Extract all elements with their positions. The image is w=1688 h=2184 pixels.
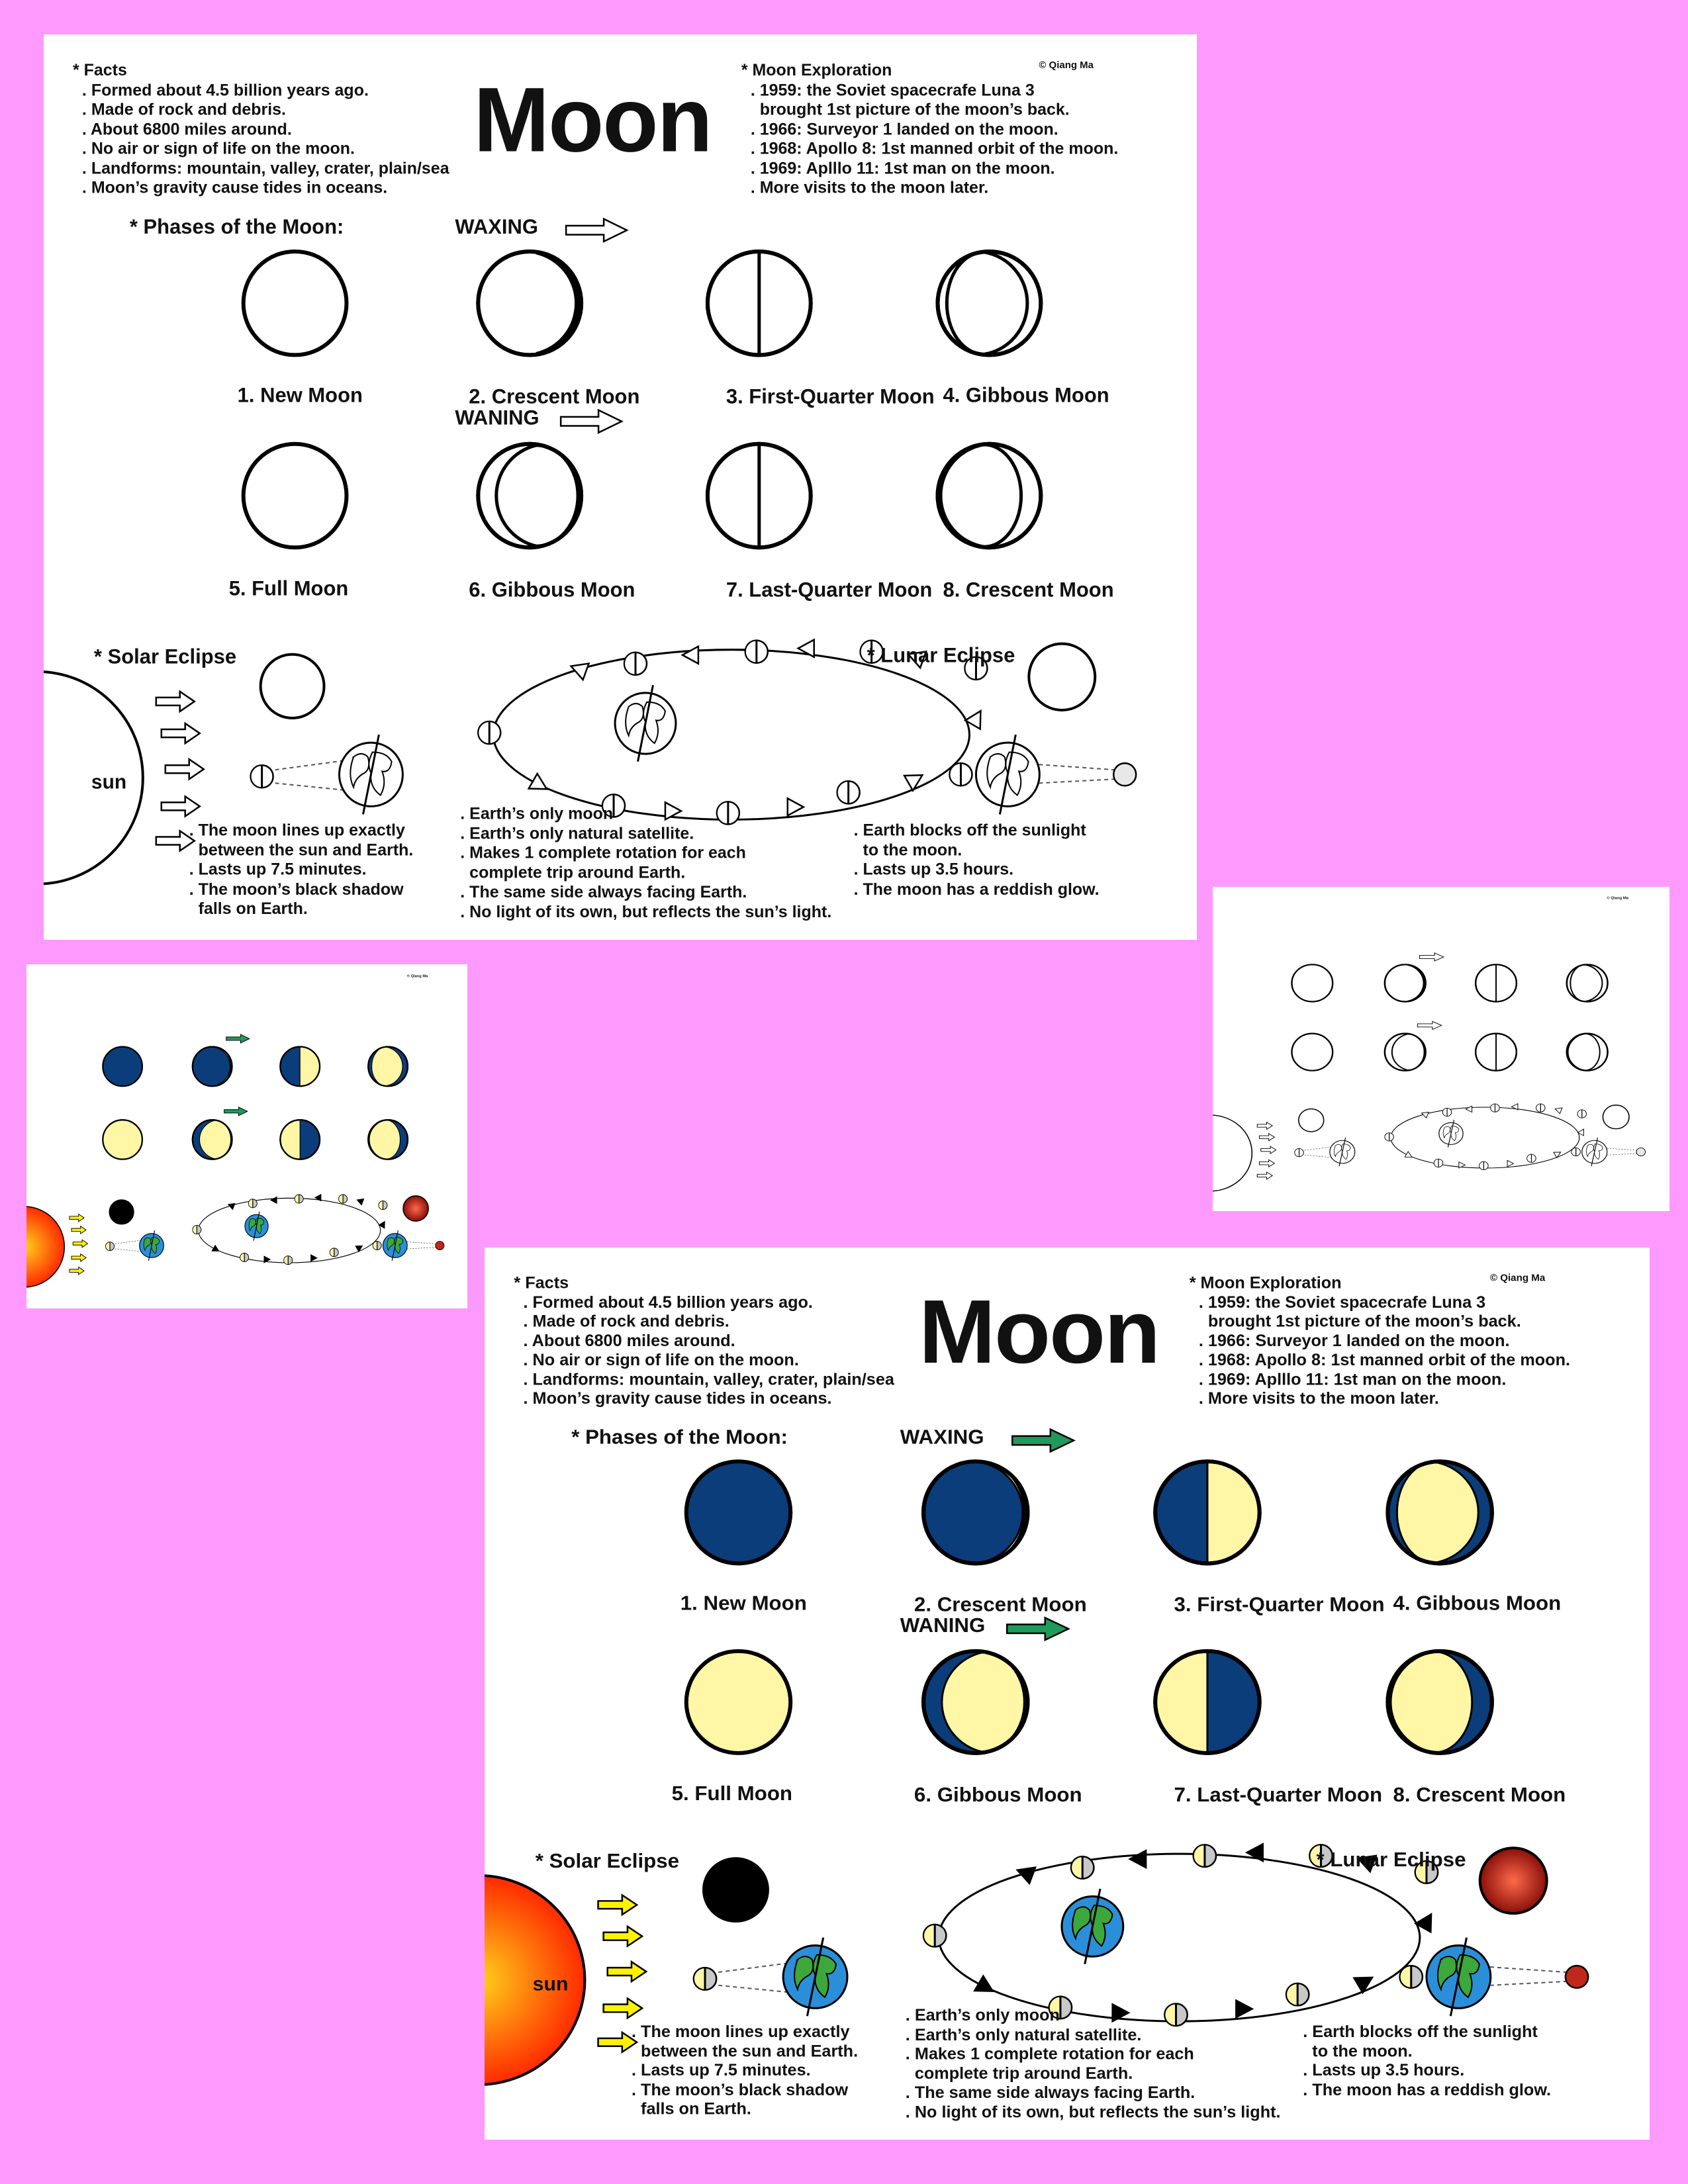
orbit-arrow-icon bbox=[974, 1976, 997, 1999]
orbit-moon-icon bbox=[1527, 1154, 1536, 1162]
orbit-moon-icon bbox=[251, 765, 273, 788]
eclipse-moon-icon bbox=[403, 1196, 428, 1221]
orbit-moon-icon bbox=[106, 1242, 115, 1251]
orbit-moon-icon bbox=[923, 1925, 946, 1947]
orbit-note: . Earth’s only moon bbox=[905, 2006, 1060, 2025]
phase-label: 5. Full Moon bbox=[671, 1782, 793, 1805]
worksheet-content bbox=[44, 34, 1197, 940]
phase-label: 7. Last-Quarter Moon bbox=[1174, 1783, 1383, 1807]
moon-phase-icon bbox=[708, 251, 811, 355]
exploration-item: . 1959: the Soviet spacecrafe Luna 3 bbox=[750, 80, 1035, 99]
orbit-note: . The same side always facing Earth. bbox=[905, 2083, 1196, 2102]
waxing-label: WAXING bbox=[455, 214, 538, 238]
exploration-item: . 1968: Apollo 8: 1st manned orbit of the moon. bbox=[1198, 1351, 1571, 1369]
orbit-notes bbox=[460, 804, 831, 922]
exploration-item: brought 1st picture of the moon’s back. bbox=[750, 100, 1070, 119]
orbit-arrow-icon bbox=[904, 768, 927, 791]
orbit-arrow-icon bbox=[1507, 1160, 1513, 1166]
eclipse-moon-icon bbox=[1636, 1148, 1645, 1156]
fact-item: . Made of rock and debris. bbox=[523, 1312, 729, 1331]
orbit-moon-icon bbox=[1400, 1966, 1423, 1988]
exploration-item: . 1966: Surveyor 1 landed on the moon. bbox=[1198, 1331, 1510, 1350]
orbit-note: . No light of its own, but reflects the sun’s light. bbox=[905, 2103, 1281, 2121]
facts-heading: * Facts bbox=[514, 1273, 569, 1293]
arrow-right-icon bbox=[156, 692, 195, 711]
worksheet-drawing bbox=[1213, 887, 1669, 1211]
orbit-moon-icon bbox=[1295, 1148, 1303, 1156]
arrow-right-icon bbox=[162, 723, 200, 743]
solar-eclipse-note: between the sun and Earth. bbox=[189, 841, 414, 860]
orbit-moon-icon bbox=[1194, 1844, 1216, 1867]
orbit-arrow-icon bbox=[227, 1201, 235, 1209]
earth-icon bbox=[1439, 1120, 1463, 1147]
solar-eclipse-note: . The moon lines up exactly bbox=[189, 821, 405, 840]
facts-heading: * Facts bbox=[72, 61, 127, 80]
exploration-heading: * Moon Exploration bbox=[741, 61, 892, 80]
orbit-arrow-icon bbox=[1554, 1150, 1562, 1158]
moon-phase-icon bbox=[1155, 1651, 1259, 1753]
facts-section bbox=[73, 61, 449, 198]
arrow-right-icon bbox=[70, 1267, 84, 1274]
solar-eclipse-note: falls on Earth. bbox=[189, 899, 308, 918]
phase-label: 7. Last-Quarter Moon bbox=[726, 578, 933, 602]
facts-section bbox=[514, 1274, 894, 1409]
phase-label: 4. Gibbous Moon bbox=[943, 383, 1109, 407]
fact-item: . Made of rock and debris. bbox=[81, 100, 287, 119]
earth-icon bbox=[1582, 1138, 1607, 1166]
lunar-eclipse-note: . The moon has a reddish glow. bbox=[853, 880, 1100, 899]
orbit-moon-icon bbox=[330, 1248, 338, 1257]
exploration-item: . 1968: Apollo 8: 1st manned orbit of the moon. bbox=[750, 139, 1119, 158]
moon-phase-icon bbox=[1291, 964, 1333, 1001]
arrow-right-icon bbox=[165, 759, 204, 779]
orbit-arrow-icon bbox=[1014, 1862, 1035, 1884]
eclipse-moon-icon bbox=[436, 1242, 444, 1250]
arrow-right-icon bbox=[1261, 1146, 1276, 1154]
lunar-eclipse-note: . Earth blocks off the sunlight bbox=[1303, 2023, 1538, 2041]
worksheet-content bbox=[485, 1248, 1650, 2140]
eclipse-moon-icon bbox=[1603, 1105, 1629, 1129]
orbit-note: . No light of its own, but reflects the sun’s light. bbox=[460, 902, 832, 921]
orbit-note: . The same side always facing Earth. bbox=[460, 882, 747, 901]
orbit-note: complete trip around Earth. bbox=[905, 2064, 1133, 2083]
solar-eclipse-note: . The moon’s black shadow bbox=[189, 880, 404, 899]
orbit-moon-icon bbox=[1442, 1108, 1451, 1116]
arrow-right-icon bbox=[608, 1962, 647, 1981]
orbit-moon-icon bbox=[248, 1199, 257, 1208]
orbit-arrow-icon bbox=[1421, 1110, 1429, 1118]
waning-label: WANING bbox=[900, 1614, 986, 1637]
orbit-arrow-icon bbox=[529, 774, 551, 797]
arrow-right-icon bbox=[71, 1226, 86, 1234]
moon-phase-icon bbox=[1387, 1651, 1491, 1753]
exploration-item: . 1966: Surveyor 1 landed on the moon. bbox=[750, 119, 1058, 138]
orbit-arrow-icon bbox=[1466, 1106, 1472, 1112]
orbit-arrow-icon bbox=[271, 1197, 277, 1203]
arrow-right-icon bbox=[598, 1895, 637, 1915]
eclipse-moon-icon bbox=[1299, 1109, 1324, 1131]
solar-eclipse-note: . The moon’s black shadow bbox=[632, 2080, 849, 2099]
arrow-right-icon bbox=[73, 1240, 87, 1247]
exploration-item: . More visits to the moon later. bbox=[750, 178, 989, 197]
arrow-right-icon bbox=[1259, 1160, 1274, 1167]
exploration-item: . 1959: the Soviet spacecrafe Luna 3 bbox=[1198, 1293, 1486, 1312]
earth-icon bbox=[340, 735, 403, 814]
solar-eclipse-note: falls on Earth. bbox=[632, 2099, 751, 2118]
arrow-right-icon bbox=[1417, 1021, 1441, 1029]
moon-phase-icon bbox=[368, 1120, 408, 1159]
orbit-moon-icon bbox=[295, 1195, 303, 1203]
arrow-right-icon bbox=[604, 1927, 643, 1946]
phase-label: 5. Full Moon bbox=[228, 576, 349, 600]
orbit-notes bbox=[906, 2006, 1281, 2122]
worksheet-color bbox=[485, 1248, 1650, 2140]
moon-phase-icon bbox=[103, 1120, 142, 1159]
orbit-moon-icon bbox=[694, 1968, 716, 1990]
fact-item: . About 6800 miles around. bbox=[81, 119, 292, 138]
moon-phase-icon bbox=[686, 1461, 790, 1563]
phase-label: 6. Gibbous Moon bbox=[469, 578, 635, 602]
sun-label: sun bbox=[91, 771, 127, 794]
earth-icon bbox=[383, 1230, 407, 1261]
solar-eclipse-heading: * Solar Eclipse bbox=[535, 1849, 680, 1872]
worksheet-drawing bbox=[26, 964, 467, 1308]
fact-item: . Landforms: mountain, valley, crater, plain/sea bbox=[523, 1370, 894, 1388]
orbit-moon-icon bbox=[1536, 1104, 1545, 1112]
fact-item: . No air or sign of life on the moon. bbox=[523, 1351, 799, 1369]
moon-phase-icon bbox=[368, 1047, 408, 1086]
eclipse-moon-icon bbox=[261, 655, 324, 718]
worksheet-content bbox=[1213, 887, 1669, 1211]
orbit-moon-icon bbox=[373, 1242, 381, 1250]
exploration-heading: * Moon Exploration bbox=[1189, 1273, 1342, 1293]
orbit-arrow-icon bbox=[355, 1243, 364, 1251]
phase-label: 3. First-Quarter Moon bbox=[1174, 1592, 1385, 1616]
page-title: Moon bbox=[918, 1281, 1160, 1383]
fact-item: . Landforms: mountain, valley, crater, plain/sea bbox=[81, 159, 449, 178]
earth-icon bbox=[615, 685, 676, 761]
copyright-text: © Qiang Ma bbox=[1607, 895, 1629, 900]
phase-label: 2. Crescent Moon bbox=[469, 385, 640, 408]
worksheet-thumbnail-bw bbox=[1213, 887, 1669, 1211]
orbit-note: . Earth’s only natural satellite. bbox=[460, 823, 694, 843]
orbit-note: . Makes 1 complete rotation for each bbox=[460, 843, 746, 862]
earth-icon bbox=[1427, 1938, 1491, 2017]
moon-phase-icon bbox=[193, 1047, 232, 1086]
phase-label: 8. Crescent Moon bbox=[1393, 1783, 1566, 1807]
moon-phase-icon bbox=[923, 1461, 1027, 1563]
arrow-right-icon bbox=[226, 1034, 250, 1043]
phase-label: 3. First-Quarter Moon bbox=[726, 385, 935, 408]
orbit-arrow-icon bbox=[1130, 1850, 1146, 1868]
arrow-right-icon bbox=[1012, 1430, 1074, 1452]
solar-eclipse-notes bbox=[189, 821, 414, 919]
exploration-section bbox=[741, 61, 1118, 198]
moon-phase-icon bbox=[244, 251, 347, 355]
solar-eclipse-note: between the sun and Earth. bbox=[632, 2042, 859, 2060]
moon-phase-icon bbox=[280, 1120, 320, 1159]
lunar-eclipse-notes bbox=[854, 821, 1100, 899]
orbit-moon-icon bbox=[193, 1226, 201, 1234]
waning-label: WANING bbox=[455, 406, 539, 430]
moon-phase-icon bbox=[1387, 1461, 1491, 1563]
sun-icon bbox=[1213, 1115, 1252, 1191]
worksheet-thumbnail-color bbox=[26, 964, 467, 1308]
orbit-note: . Makes 1 complete rotation for each bbox=[905, 2044, 1194, 2064]
arrow-right-icon bbox=[1259, 1134, 1274, 1141]
fact-item: . Formed about 4.5 billion years ago. bbox=[523, 1293, 813, 1312]
orbit-arrow-icon bbox=[1554, 1106, 1562, 1114]
phase-label: 1. New Moon bbox=[237, 383, 363, 407]
exploration-item: . 1969: Aplllo 11: 1st man on the moon. bbox=[1198, 1370, 1507, 1388]
lunar-eclipse-notes bbox=[1303, 2023, 1551, 2100]
orbit-arrow-icon bbox=[1405, 1152, 1413, 1160]
orbit-moon-icon bbox=[284, 1256, 293, 1265]
orbit-arrow-icon bbox=[212, 1246, 220, 1254]
orbit-moon-icon bbox=[745, 641, 768, 663]
orbit-moon-icon bbox=[478, 721, 500, 744]
phase-label: 2. Crescent Moon bbox=[914, 1592, 1087, 1616]
orbit-note: . Earth’s only moon bbox=[460, 804, 614, 823]
moon-phase-icon bbox=[938, 251, 1041, 355]
lunar-eclipse-note: to the moon. bbox=[853, 841, 962, 860]
earth-icon bbox=[140, 1230, 164, 1261]
moon-phase-icon bbox=[280, 1047, 320, 1086]
eclipse-moon-icon bbox=[1566, 1966, 1588, 1988]
moon-phase-icon bbox=[244, 444, 347, 547]
phases-heading: * Phases of the Moon: bbox=[129, 214, 344, 238]
lunar-eclipse-heading: * Lunar Eclipse bbox=[867, 643, 1015, 667]
moon-phase-icon bbox=[686, 1651, 790, 1753]
arrow-right-icon bbox=[1257, 1122, 1272, 1130]
solar-eclipse-note: . Lasts up 7.5 minutes. bbox=[632, 2061, 811, 2080]
solar-eclipse-heading: * Solar Eclipse bbox=[93, 645, 237, 668]
earth-icon bbox=[976, 735, 1039, 814]
lunar-eclipse-note: . Lasts up 3.5 hours. bbox=[1303, 2061, 1465, 2080]
solar-eclipse-note: . Lasts up 7.5 minutes. bbox=[189, 860, 367, 879]
sun-label: sun bbox=[532, 1974, 569, 1995]
arrow-right-icon bbox=[1007, 1617, 1068, 1640]
orbit-note: complete trip around Earth. bbox=[460, 863, 686, 882]
copyright-text: © Qiang Ma bbox=[1489, 1272, 1546, 1284]
page-title: Moon bbox=[473, 69, 712, 171]
arrow-right-icon bbox=[566, 219, 627, 242]
exploration-item: . 1969: Aplllo 11: 1st man on the moon. bbox=[750, 159, 1055, 178]
arrow-right-icon bbox=[1420, 953, 1444, 961]
eclipse-moon-icon bbox=[1113, 763, 1136, 786]
orbit-arrow-icon bbox=[682, 647, 698, 664]
lunar-eclipse-note: . The moon has a reddish glow. bbox=[1303, 2080, 1552, 2099]
arrow-right-icon bbox=[1257, 1172, 1272, 1179]
orbit-arrow-icon bbox=[356, 1197, 364, 1205]
orbit-moon-icon bbox=[1577, 1110, 1586, 1118]
orbit-moon-icon bbox=[240, 1253, 249, 1261]
earth-icon bbox=[245, 1212, 268, 1241]
orbit-moon-icon bbox=[1071, 1856, 1094, 1879]
arrow-right-icon bbox=[162, 796, 200, 816]
arrow-right-icon bbox=[561, 410, 622, 433]
earth-icon bbox=[783, 1938, 847, 2017]
moon-phase-icon bbox=[1385, 1034, 1426, 1071]
solar-eclipse-note: . The moon lines up exactly bbox=[632, 2023, 850, 2041]
fact-item: . Formed about 4.5 billion years ago. bbox=[81, 80, 369, 99]
eclipse-moon-icon bbox=[1029, 644, 1095, 710]
orbit-moon-icon bbox=[624, 653, 647, 675]
orbit-moon-icon bbox=[1491, 1104, 1499, 1112]
waxing-label: WAXING bbox=[900, 1425, 984, 1449]
exploration-item: brought 1st picture of the moon’s back. bbox=[1198, 1312, 1521, 1331]
moon-phase-icon bbox=[478, 444, 581, 547]
phases-heading: * Phases of the Moon: bbox=[571, 1425, 788, 1449]
orbit-moon-icon bbox=[837, 781, 860, 803]
orbit-moon-icon bbox=[1286, 1983, 1309, 2006]
orbit-moon-icon bbox=[1479, 1161, 1488, 1169]
arrow-right-icon bbox=[70, 1214, 84, 1221]
fact-item: . About 6800 miles around. bbox=[523, 1331, 735, 1350]
moon-phase-icon bbox=[1291, 1034, 1333, 1071]
orbit-moon-icon bbox=[1571, 1148, 1580, 1156]
phase-label: 4. Gibbous Moon bbox=[1393, 1591, 1562, 1615]
moon-phase-icon bbox=[708, 444, 811, 547]
phase-label: 1. New Moon bbox=[680, 1591, 807, 1615]
orbit-moon-icon bbox=[949, 763, 972, 786]
arrow-right-icon bbox=[604, 1999, 643, 2019]
worksheet-bw bbox=[44, 34, 1197, 940]
arrow-right-icon bbox=[224, 1107, 248, 1116]
moon-phase-icon bbox=[938, 444, 1041, 547]
fact-item: . Moon’s gravity cause tides in oceans. bbox=[81, 178, 388, 197]
exploration-section bbox=[1190, 1274, 1570, 1409]
orbit-arrow-icon bbox=[568, 658, 588, 680]
moon-phase-icon bbox=[1476, 1034, 1517, 1071]
eclipse-moon-icon bbox=[109, 1200, 134, 1224]
moon-phase-icon bbox=[1567, 964, 1608, 1001]
copyright-text: © Qiang Ma bbox=[1039, 60, 1094, 71]
earth-icon bbox=[1330, 1138, 1355, 1166]
fact-item: . No air or sign of life on the moon. bbox=[81, 139, 355, 158]
moon-phase-icon bbox=[923, 1651, 1027, 1753]
eclipse-moon-icon bbox=[704, 1858, 768, 1921]
moon-phase-icon bbox=[1567, 1034, 1608, 1071]
solar-eclipse-notes bbox=[632, 2023, 858, 2119]
orbit-moon-icon bbox=[1434, 1159, 1442, 1167]
orbit-moon-icon bbox=[339, 1195, 348, 1203]
worksheet-content bbox=[26, 964, 467, 1308]
lunar-eclipse-note: . Earth blocks off the sunlight bbox=[853, 821, 1086, 840]
moon-phase-icon bbox=[1385, 964, 1426, 1001]
lunar-eclipse-note: . Lasts up 3.5 hours. bbox=[853, 860, 1014, 879]
orbit-note: . Earth’s only natural satellite. bbox=[905, 2025, 1142, 2044]
orbit-moon-icon bbox=[379, 1201, 387, 1210]
moon-phase-icon bbox=[103, 1047, 142, 1086]
moon-phase-icon bbox=[1155, 1461, 1259, 1563]
eclipse-moon-icon bbox=[1480, 1848, 1547, 1913]
copyright-text: © Qiang Ma bbox=[406, 974, 428, 978]
lunar-eclipse-note: to the moon. bbox=[1303, 2042, 1413, 2060]
fact-item: . Moon’s gravity cause tides in oceans. bbox=[523, 1389, 832, 1408]
lunar-eclipse-heading: * Lunar Eclipse bbox=[1316, 1848, 1466, 1871]
arrow-right-icon bbox=[71, 1254, 86, 1261]
phase-label: 8. Crescent Moon bbox=[943, 578, 1114, 602]
moon-phase-icon bbox=[478, 251, 581, 355]
exploration-item: . More visits to the moon later. bbox=[1198, 1389, 1439, 1408]
sun-icon bbox=[26, 1206, 64, 1287]
moon-phase-icon bbox=[1476, 964, 1517, 1001]
orbit-arrow-icon bbox=[1354, 1970, 1376, 1993]
orbit-arrow-icon bbox=[311, 1255, 317, 1261]
moon-phase-icon bbox=[193, 1120, 232, 1159]
phase-label: 6. Gibbous Moon bbox=[914, 1783, 1082, 1807]
earth-icon bbox=[1062, 1889, 1123, 1964]
orbit-moon-icon bbox=[1385, 1133, 1393, 1141]
